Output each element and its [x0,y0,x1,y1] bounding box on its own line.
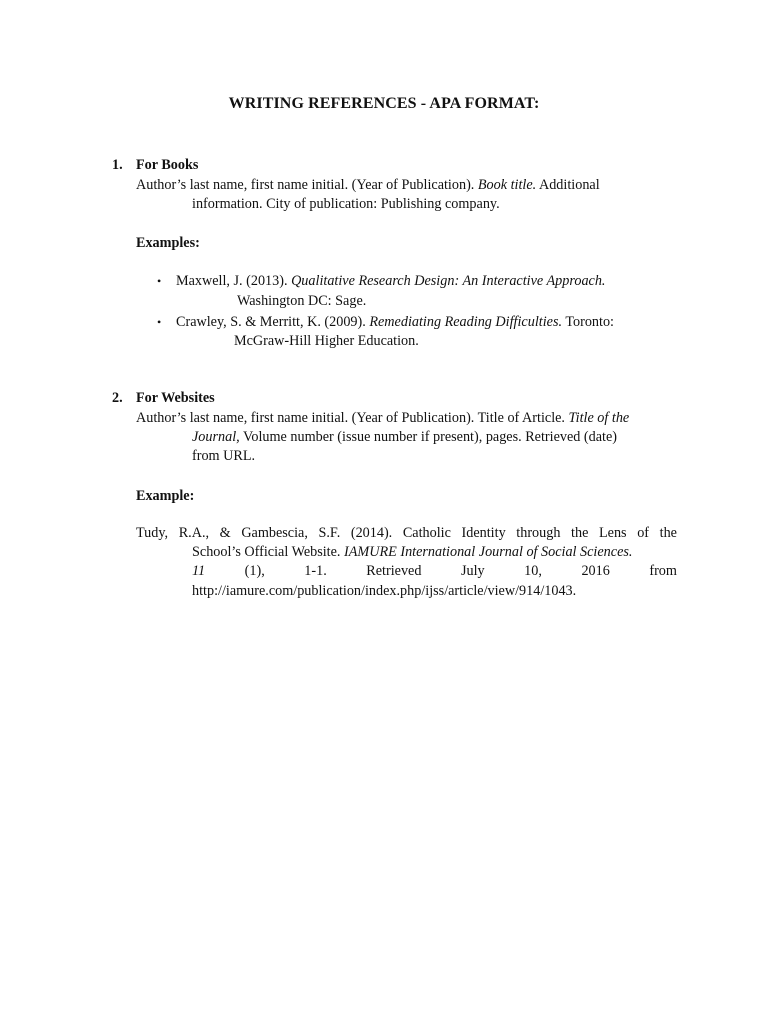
websites-format-line-1 [136,409,629,428]
websites-format-line-2 [192,428,617,447]
word: & [219,525,231,541]
books-format-text: Author’s last name, first name initial. (Year of Publication). [136,177,478,193]
word: (1), [244,563,265,579]
book-example-2-author: Crawley, S. & Merritt, K. (2009). [176,314,370,330]
word: Retrieved [366,563,422,579]
word: 11 [192,563,206,579]
books-examples-heading: Examples: [136,235,200,251]
word: 2016 [581,563,610,579]
books-format-line-1 [136,176,600,195]
page-title: WRITING REFERENCES - APA FORMAT: [228,95,540,112]
word: S.F. [318,525,341,541]
word: Catholic [402,525,451,541]
word: R.A., [178,525,210,541]
websites-format-line-3: from URL. [192,448,256,464]
books-format-line-2: information. City of publication: Publishing company. [192,196,500,212]
websites-format-volume: Volume number (issue number if present), pages. Retrieved (date) [239,429,617,445]
section-number-websites: 2. [112,390,123,406]
website-example-journal: IAMURE International Journal of Social Sciences. [344,544,633,560]
book-example-1-line-2: Washington DC: Sage. [237,293,367,309]
word: through [516,525,561,541]
bullet-icon: • [157,274,162,288]
word: the [659,525,677,541]
books-format-title: Book title. [477,177,537,193]
word: the [571,525,589,541]
word: Tudy, [136,525,169,541]
book-example-2-line-1 [176,313,614,332]
website-example-url: http://iamure.com/publication/index.php/ijss/article/view/914/1043. [192,583,577,599]
word: from [649,563,677,579]
book-example-1-title: Qualitative Research Design: An Interactive Approach. [291,273,606,289]
book-example-2-line-2: McGraw-Hill Higher Education. [234,333,419,349]
book-example-2-place: Toronto: [562,314,614,330]
word: of [637,525,650,541]
word: 1-1. [304,563,327,579]
website-example-line-3 [192,562,677,581]
section-heading-websites: For Websites [136,390,215,406]
websites-format-text: Author’s last name, first name initial. (Year of Publication). Title of Article. [136,410,569,426]
websites-format-journal-cont: Journal, [192,429,240,445]
website-example-line-2 [192,543,632,562]
bullet-icon: • [157,315,162,329]
websites-format-journal: Title of the [568,410,630,426]
book-example-2-title: Remediating Reading Difficulties. [369,314,563,330]
website-example-line-1 [136,524,677,543]
word: Lens [598,525,627,541]
word: Identity [461,525,506,541]
websites-example-heading: Example: [136,488,195,504]
website-example-article: School’s Official Website. [192,544,345,560]
section-number-books: 1. [112,157,123,173]
word: 10, [524,563,542,579]
section-heading-books: For Books [136,157,199,173]
word: Gambescia, [241,525,308,541]
book-example-1-line-1 [176,272,605,291]
word: July [460,563,485,579]
book-example-1-author: Maxwell, J. (2013). [176,273,292,289]
word: (2014). [350,525,393,541]
books-format-additional: Additional [536,177,600,193]
